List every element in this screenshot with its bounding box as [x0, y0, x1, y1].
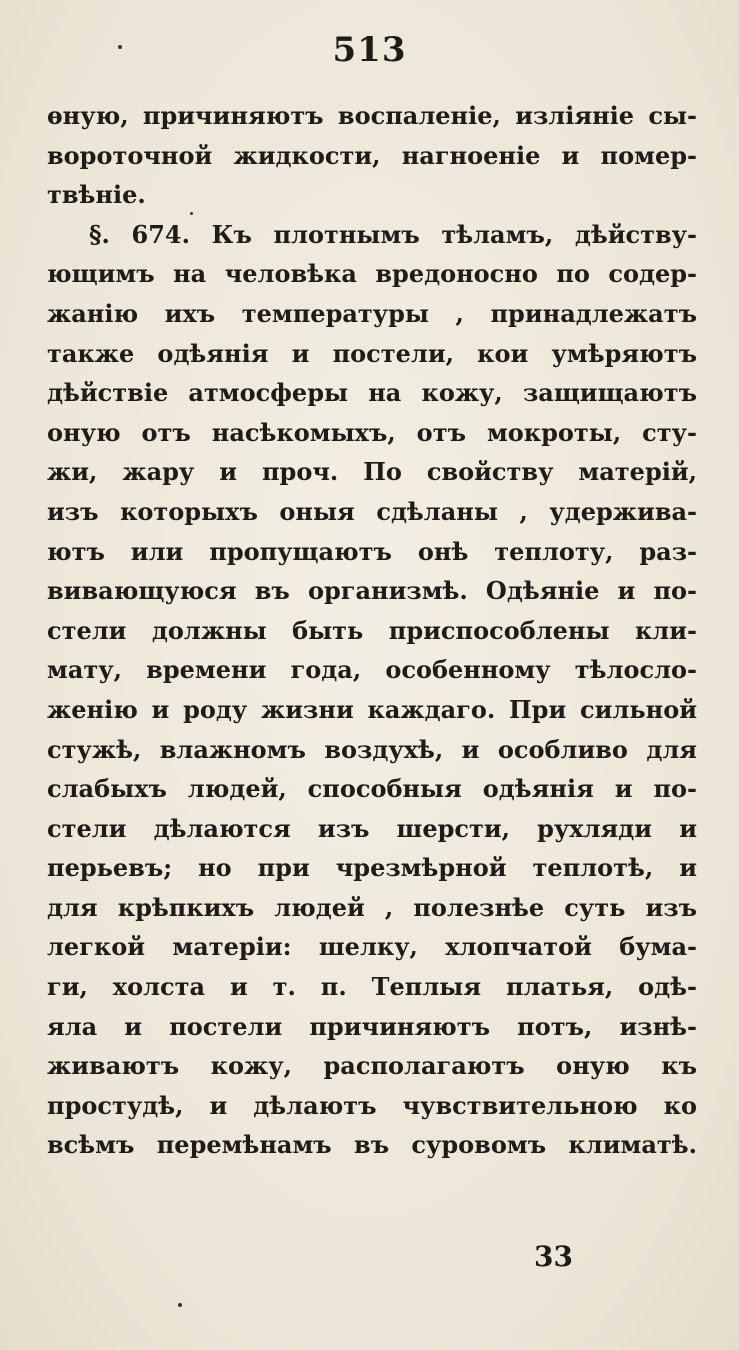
- section-heading-line: §. 674. Къ плотнымъ тѣламъ, дѣйству-: [89, 219, 697, 249]
- text-line: вивающуюся въ организмѣ. Одѣяніе и по-: [47, 576, 697, 606]
- text-line: ющимъ на человѣка вредоносно по содер-: [47, 259, 697, 289]
- text-line: слабыхъ людей, способныя одѣянія и по-: [47, 774, 697, 804]
- text-line: оную отъ насѣкомыхъ, отъ мокроты, сту-: [47, 417, 697, 447]
- text-line: стели дѣлаются изъ шерсти, рухляди и: [47, 813, 697, 843]
- text-line: мату, времени года, особенному тѣлосло-: [47, 655, 697, 685]
- text-line: стужѣ, влажномъ воздухѣ, и особливо для: [47, 734, 697, 764]
- body-text: [47, 96, 697, 1165]
- text-line: перьевъ; но при чрезмѣрной теплотѣ, и: [47, 853, 697, 883]
- text-line: также одѣянія и постели, кои умѣряютъ: [47, 338, 697, 368]
- text-line: вороточной жидкости, нагноеніе и помер-: [47, 140, 697, 170]
- ink-speck: [178, 1303, 182, 1307]
- text-line: ѳную, причиняютъ воспаленіе, изліяніе сы-: [47, 101, 697, 130]
- text-line: всѣмъ перемѣнамъ въ суровомъ климатѣ.: [47, 1130, 697, 1160]
- signature-mark: 33: [534, 1240, 573, 1273]
- text-line: ютъ или пропущаютъ онѣ теплоту, раз-: [47, 536, 697, 566]
- text-line: живаютъ кожу, располагаютъ оную къ: [47, 1051, 697, 1081]
- page-number: 513: [332, 30, 407, 70]
- text-line: дѣйствіе атмосферы на кожу, защищаютъ: [47, 378, 697, 408]
- text-line: женію и роду жизни каждаго. При сильной: [47, 694, 697, 724]
- text-line: яла и постели причиняютъ потъ, изнѣ-: [47, 1011, 697, 1041]
- text-line: твѣніе.: [47, 180, 146, 210]
- text-line: легкой матеріи: шелку, хлопчатой бума-: [47, 932, 697, 962]
- text-line: жанію ихъ температуры , принадлежатъ: [47, 298, 697, 328]
- text-line: изъ которыхъ оныя сдѣланы , удержива-: [47, 496, 697, 526]
- text-line: для крѣпкихъ людей , полезнѣе суть изъ: [47, 892, 697, 922]
- text-line: простудѣ, и дѣлаютъ чувствительною ко: [47, 1090, 697, 1120]
- text-line: ги, холста и т. п. Теплыя платья, одѣ-: [47, 972, 697, 1002]
- text-line: жи, жару и проч. По свойству матерій,: [47, 457, 697, 487]
- text-line: стели должны быть приспособлены кли-: [47, 615, 697, 645]
